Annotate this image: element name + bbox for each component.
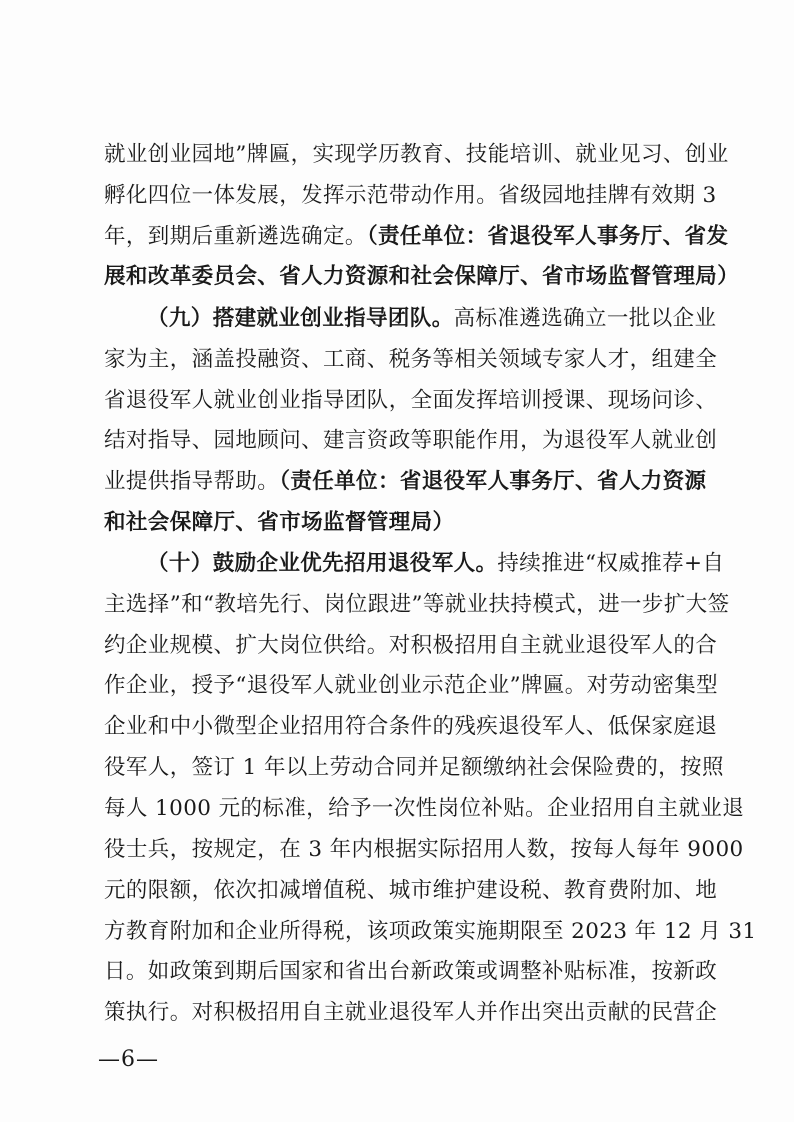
text-line-2: 孵化四位一体发展，发挥示范带动作用。省级园地挂牌有效期 3 [104, 183, 717, 208]
page-number: —6— [98, 1047, 159, 1072]
responsibility-note-1: （责任单位：省退役军人事务厅、省发 [366, 224, 729, 249]
text-line-12: 主选择”和“教培先行、岗位跟进”等就业扶持模式，进一步扩大签 [104, 592, 730, 617]
text-line-15: 企业和中小微型企业招用符合条件的残疾退役军人、低保家庭退 [104, 714, 718, 739]
text-line-7: 省退役军人就业创业指导团队，全面发挥培训授课、现场问诊、 [104, 388, 718, 413]
text-line-14: 作企业，授予“退役军人就业创业示范企业”牌匾。对劳动密集型 [104, 673, 719, 698]
text-line-6: 家为主，涵盖投融资、工商、税务等相关领域专家人才，组建全 [104, 347, 718, 372]
text-line-10: 和社会保障厅、省市场监督管理局） [104, 510, 455, 535]
text-line-17: 每人 1000 元的标准，给予一次性岗位补贴。企业招用自主就业退 [104, 796, 745, 821]
section-heading-10: （十）鼓励企业优先招用退役军人。 [147, 551, 498, 576]
text-line-11 [147, 547, 725, 581]
text-line-9-body: 业提供指导帮助。 [104, 469, 280, 494]
text-line-9 [104, 465, 707, 499]
text-line-8: 结对指导、园地顾问、建言资政等职能作用，为退役军人就业创 [104, 428, 718, 453]
text-line-13: 约企业规模、扩大岗位供给。对积极招用自主就业退役军人的合 [104, 633, 718, 658]
text-line-1: 就业创业园地”牌匾，实现学历教育、技能培训、就业见习、创业 [104, 142, 729, 167]
text-line-4: 展和改革委员会、省人力资源和社会保障厅、省市场监督管理局） [104, 264, 740, 289]
text-line-16: 役军人，签订 1 年以上劳动合同并足额缴纳社会保险费的，按照 [104, 755, 724, 780]
text-line-3 [104, 220, 729, 254]
section-heading-9: （九）搭建就业创业指导团队。 [147, 306, 454, 331]
text-line-21: 日。如政策到期后国家和省出台新政策或调整补贴标准，按新政 [104, 959, 718, 984]
text-line-18: 役士兵，按规定，在 3 年内根据实际招用人数，按每人每年 9000 [104, 837, 744, 862]
text-line-5-body: 高标准遴选确立一批以企业 [453, 306, 717, 331]
text-line-20: 方教育附加和企业所得税，该项政策实施期限至 2023 年 12 月 31 [104, 919, 757, 944]
text-line-22: 策执行。对积极招用自主就业退役军人并作出突出贡献的民营企 [104, 1000, 718, 1025]
text-line-11-body: 持续推进“权威推荐+自 [497, 551, 725, 576]
text-line-5 [147, 302, 717, 336]
text-line-19: 元的限额，依次扣减增值税、城市维护建设税、教育费附加、地 [104, 878, 718, 903]
text-line-3-body: 年，到期后重新遴选确定。 [104, 224, 367, 249]
responsibility-note-2: （责任单位：省退役军人事务厅、省人力资源 [279, 469, 707, 494]
